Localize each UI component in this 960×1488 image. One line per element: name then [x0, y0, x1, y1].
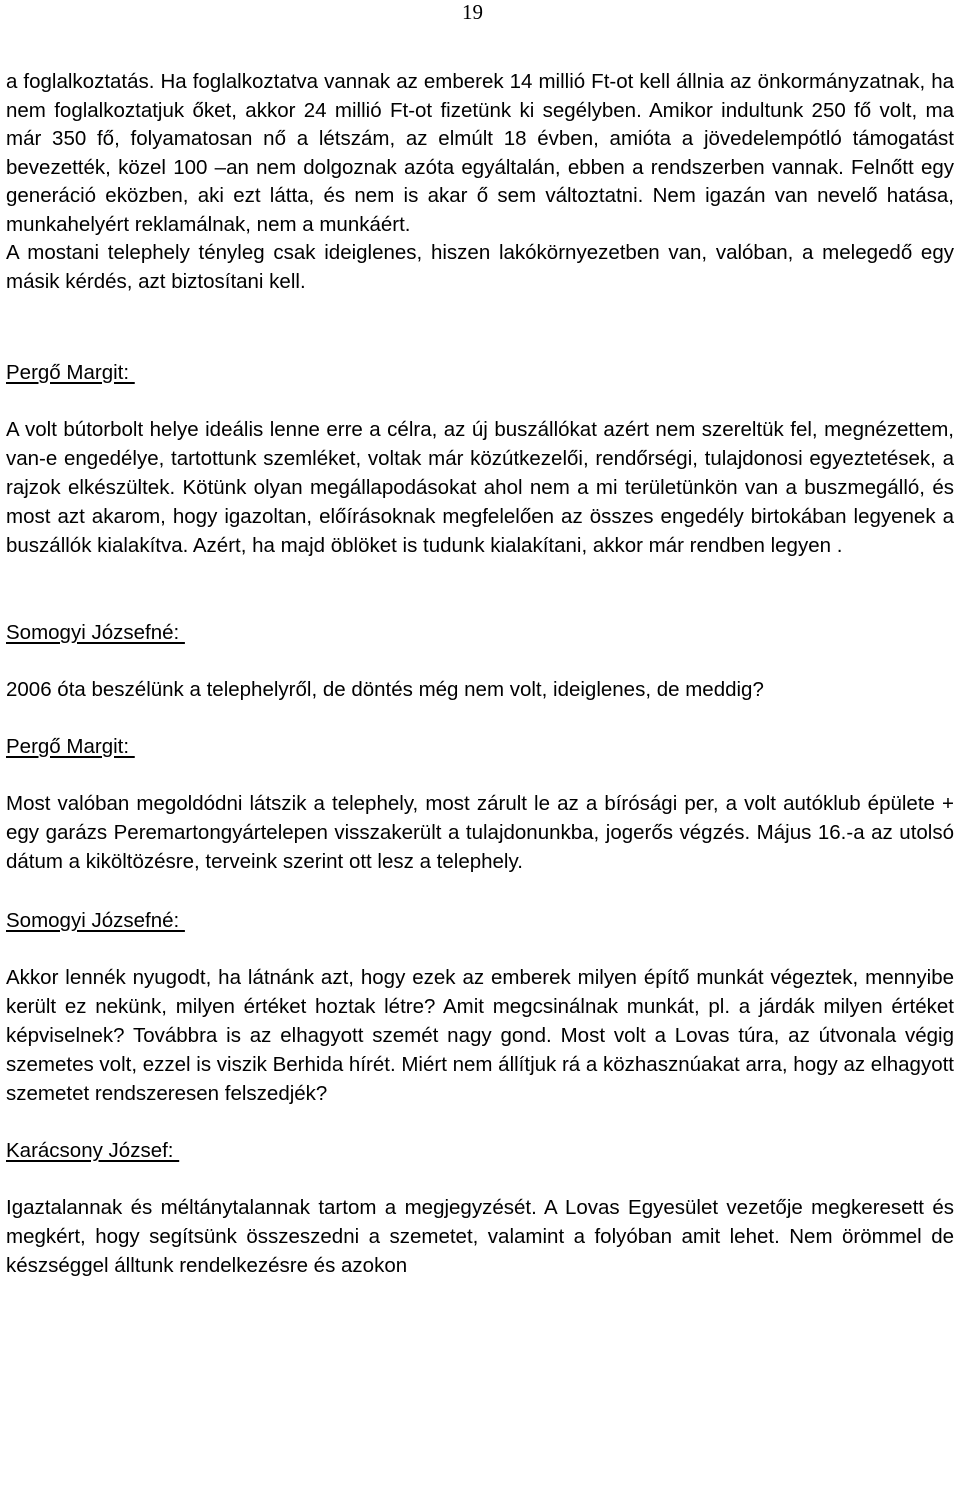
document-body: [6, 68, 954, 1280]
page-number: 19: [462, 0, 483, 24]
paragraph-bus-stops: A volt bútorbolt helye ideális lenne erre a célra, az új buszállókat azért nem szereltük fel, megnézettem, van-e engedélye, tartottunk szemléket, voltak már közútkezelői, rendőrségi, tulajdonosi egyeztetések, a rajzok elkészültek. Kötünk olyan megállapodásokat ahol nem a mi területünkön van a buszmegálló, és most azt akarom, hogy igazoltan, előírásoknak megfelelően az összes engedély birtokában legyenek a buszállók kialakítva. Azért, ha majd öblöket is tudunk kialakítani, akkor már rendben legyen .: [6, 418, 954, 557]
paragraph-response: Igaztalannak és méltánytalannak tartom a megjegyzését. A Lovas Egyesület vezetője megkeresett és megkért, hogy segítsünk összeszedni a szemetet, valamint a folyóban amit lehet. Nem örömmel de készséggel álltunk rendelkezésre és azokon: [6, 1196, 954, 1277]
speaker-label: Somogyi Józsefné:: [6, 909, 185, 932]
paragraph-litter-concern: Akkor lennék nyugodt, ha látnánk azt, hogy ezek az emberek milyen építő munkát végeztek, mennyibe került ez nekünk, milyen értéket hoztak létre? Amit megcsinálnak munkát, pl. a járdák milyen értéket képviselnek? Továbbra is az elhagyott szemét nagy gond. Most volt a Lovas túra, az útvonala végig szemetes volt, ezzel is viszik Berhida hírét. Miért nem állítjuk rá a közhasznúakat arra, hogy az elhagyott szemetet rendszeresen felszedjék?: [6, 966, 954, 1105]
paragraph-site-answer: Most valóban megoldódni látszik a telephely, most zárult le az a bírósági per, a volt autóklub épülete + egy garázs Peremartongyártelepen visszakerült a tulajdonunkba, jogerős végzés. Május 16.-a az utolsó dátum a kiköltözésre, terveink szerint ott lesz a telephely.: [6, 792, 954, 873]
speaker-label: Pergő Margit:: [6, 735, 135, 758]
paragraph-site: A mostani telephely tényleg csak ideiglenes, hiszen lakókörnyezetben van, valóban, a melegedő egy másik kérdés, azt biztosítani kell.: [6, 241, 954, 293]
paragraph-employment: a foglalkoztatás. Ha foglalkoztatva vannak az emberek 14 millió Ft-ot kell állnia az önkormányzatnak, ha nem foglalkoztatjuk őket, akkor 24 millió Ft-ot fizetünk ki segélyben. Amikor indultunk 250 fő volt, ma már 350 fő, folyamatosan nő a létszám, az elmúlt 18 évben, amióta a jövedelempótló támogatást bevezették, közel 100 –an nem dolgoznak azóta egyáltalán, ebben a rendszerben vannak. Felnőtt egy generáció eközben, aki ezt látta, és nem is akar ő sem változtatni. Nem igazán van nevelő hatása, munkahelyért reklamálnak, nem a munkáért.: [6, 70, 954, 236]
speaker-label: Karácsony József:: [6, 1139, 180, 1162]
paragraph-site-question: 2006 óta beszélünk a telephelyről, de döntés még nem volt, ideiglenes, de meddig?: [6, 678, 764, 701]
speaker-label: Somogyi Józsefné:: [6, 621, 185, 644]
speaker-label: Pergő Margit:: [6, 361, 135, 384]
